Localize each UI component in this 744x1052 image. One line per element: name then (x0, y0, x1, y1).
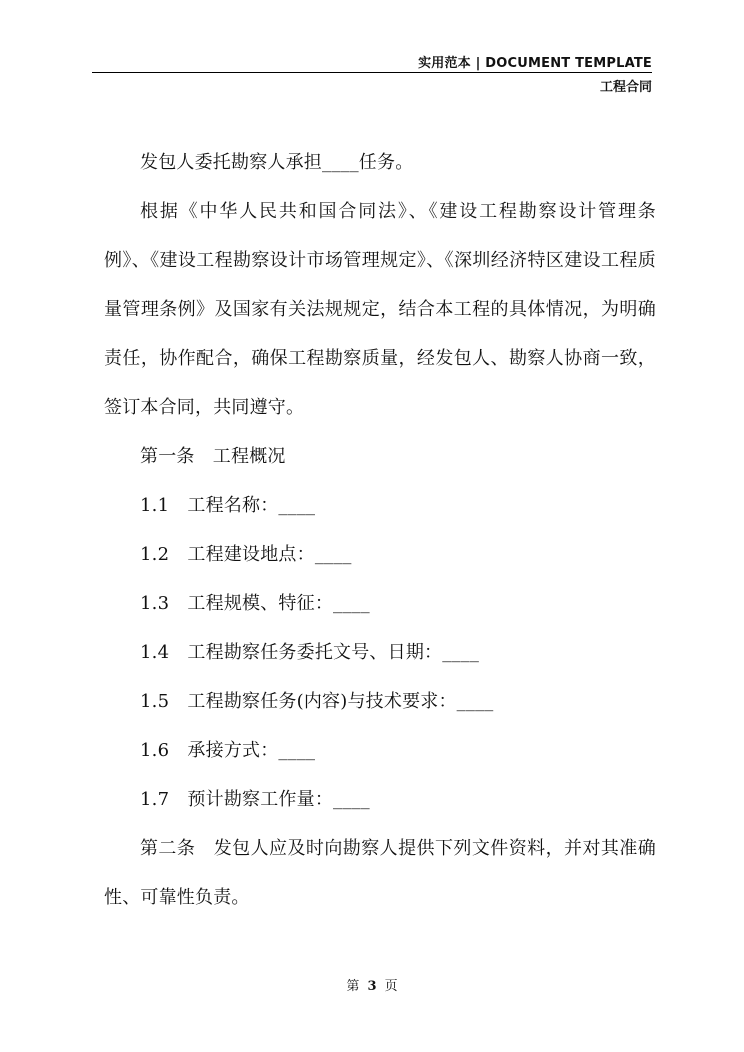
page-number: 3 (367, 979, 377, 994)
header-divider (92, 72, 652, 73)
item-1-2: 1.2 工程建设地点：____ (140, 544, 352, 565)
page-footer (0, 975, 744, 994)
footer-prefix: 第 (346, 979, 360, 994)
paragraph-task: 发包人委托勘察人承担____任务。 (140, 152, 414, 173)
item-1-4: 1.4 工程勘察任务委托文号、日期：____ (140, 642, 480, 663)
article-1-heading: 第一条 工程概况 (140, 446, 286, 467)
item-1-1: 1.1 工程名称：____ (140, 495, 316, 516)
item-1-3: 1.3 工程规模、特征：____ (140, 593, 370, 614)
footer-suffix: 页 (384, 979, 398, 994)
item-1-5: 1.5 工程勘察任务(内容)与技术要求：____ (140, 691, 494, 712)
header-subtitle: 工程合同 (599, 80, 652, 95)
document-body (104, 138, 656, 922)
header-title: 实用范本 | DOCUMENT TEMPLATE (418, 56, 652, 71)
item-1-7: 1.7 预计勘察工作量：____ (140, 789, 370, 810)
article-2-paragraph: 第二条 发包人应及时向勘察人提供下列文件资料，并对其准确性、可靠性负责。 (104, 838, 656, 908)
item-1-6: 1.6 承接方式：____ (140, 740, 316, 761)
paragraph-basis: 根据《中华人民共和国合同法》、《建设工程勘察设计管理条例》、《建设工程勘察设计市场管理规定》、《深圳经济特区建设工程质量管理条例》及国家有关法规规定，结合本工程的具体情况，为明确责任，协作配合，确保工程勘察质量，经发包人、勘察人协商一致，签订本合同，共同遵守。 (104, 201, 656, 418)
